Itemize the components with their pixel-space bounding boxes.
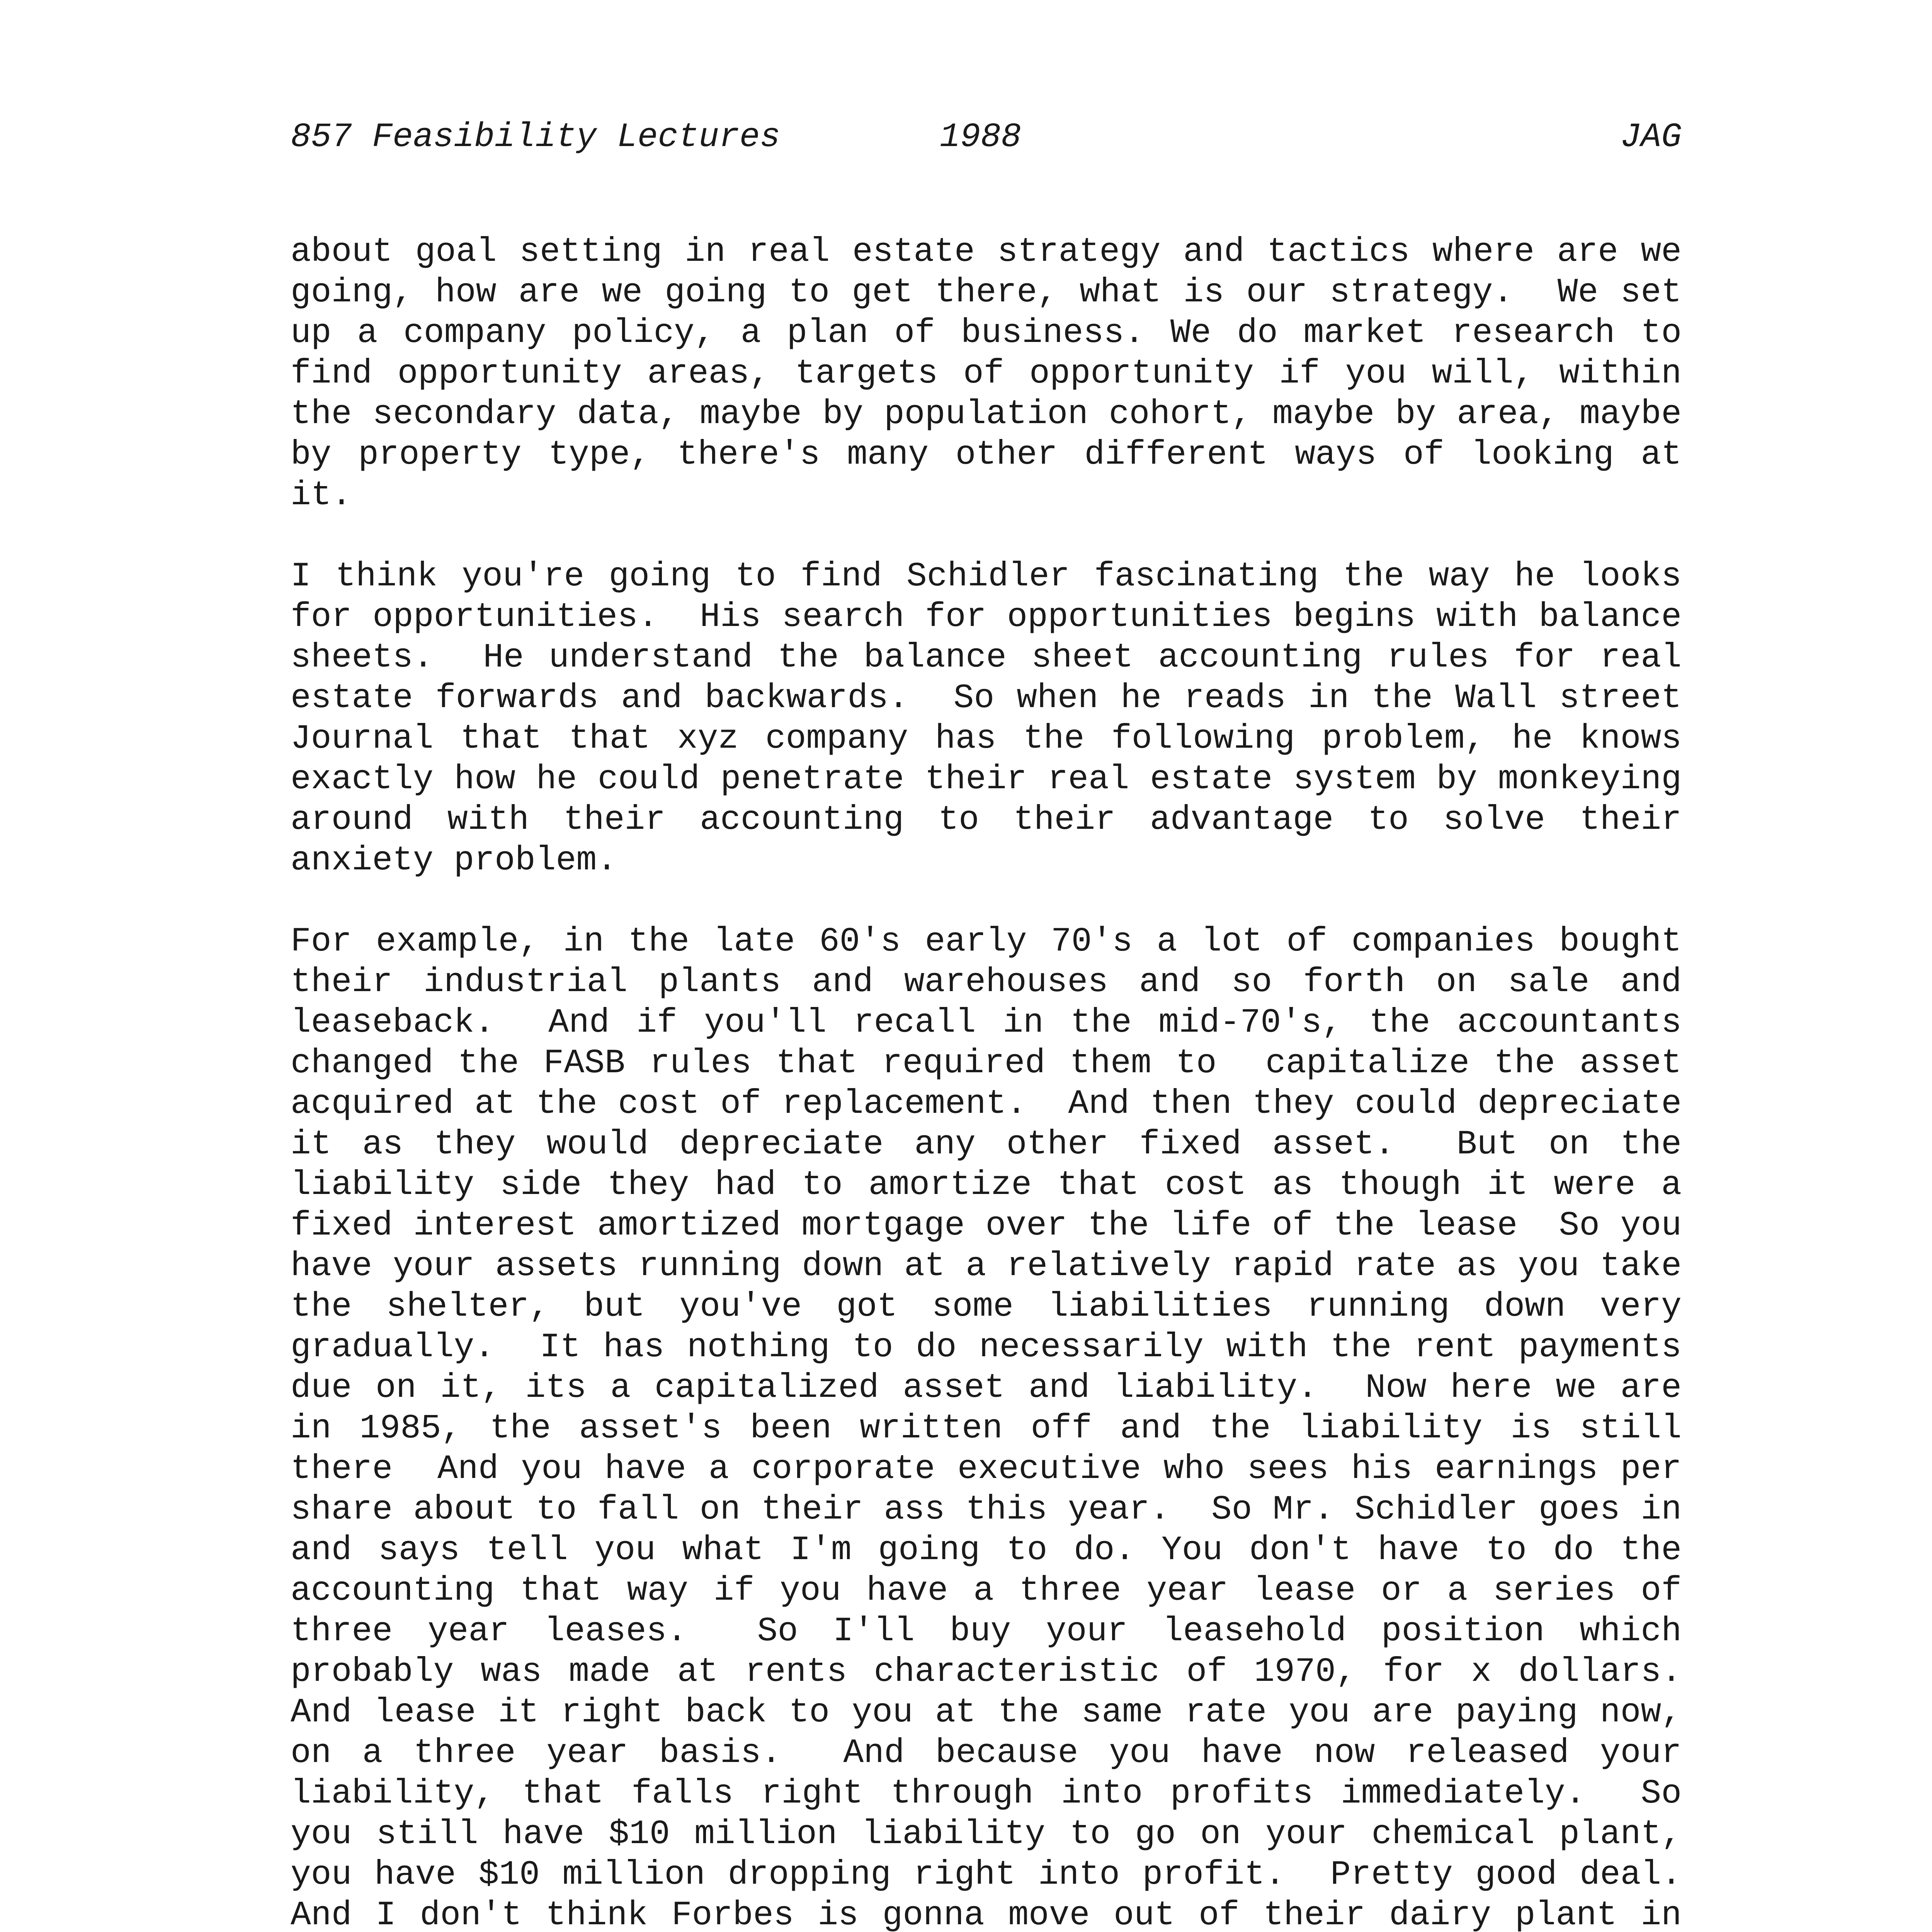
lecture-body	[291, 232, 1702, 1932]
paragraph-goal-setting: about goal setting in real estate strategy and tactics where are we going, how are we going to get there, what is our strategy. We set up a company policy, a plan of business. We do market research to find opportunity areas, targets of opportunity if you will, within the secondary data, maybe by population cohort, maybe by area, maybe by property type, there's many other different ways of looking at it.	[291, 233, 1702, 515]
page-header	[291, 114, 1682, 161]
header-course-title: 857 Feasibility Lectures	[291, 118, 781, 156]
header-year: 1988	[940, 118, 1022, 156]
paragraph-schidler-opportunities: I think you're going to find Schidler fascinating the way he looks for opportunities. His search for opportunities begins with balance sheets. He understand the balance sheet accounting rules for real estate forwards and backwards. So when he reads in the Wall street Journal that that xyz company has the following problem, he knows exactly how he could penetrate their real estate system by monkeying around with their accounting to their advantage to solve their anxiety problem.	[291, 558, 1702, 880]
paragraph-sale-leaseback-example: For example, in the late 60's early 70's a lot of companies bought their industrial plants and warehouses and so forth on sale and leaseback. And if you'll recall in the mid-70's, the accountants changed the FASB rules that required them to capitalize the asset acquired at the cost of replacement. And then they could depreciate it as they would depreciate any other fixed asset. But on the liability side they had to amortize that cost as though it were a fixed interest amortized mortgage over the life of the lease So you have your assets running down at a relatively rapid rate as you take the shelter, but you've got some liabilities running down very gradually. It has nothing to do necessarily with the rent payments due on it, its a capitalized asset and liability. Now here we are in 1985, the asset's been written off and the liability is still there And you have a corporate executive who sees his earnings per share about to fall on their ass this year. So Mr. Schidler goes in and says tell you what I'm going to do. You don't have to do the accounting that way if you have a three year lease or a series of three year leases. So I'll buy your leasehold position which probably was made at rents characteristic of 1970, for x dollars. And lease it right back to you at the same rate you are paying now, on a three year basis. And because you have now released your liability, that falls right through into profits immediately. So you still have $10 million liability to go on your chemical plant, you have $10 million dropping right into profit. Pretty good deal. And I don't think Forbes is gonna move out of their dairy plant in	[291, 923, 1682, 1932]
header-author-initials: JAG	[1620, 118, 1682, 156]
